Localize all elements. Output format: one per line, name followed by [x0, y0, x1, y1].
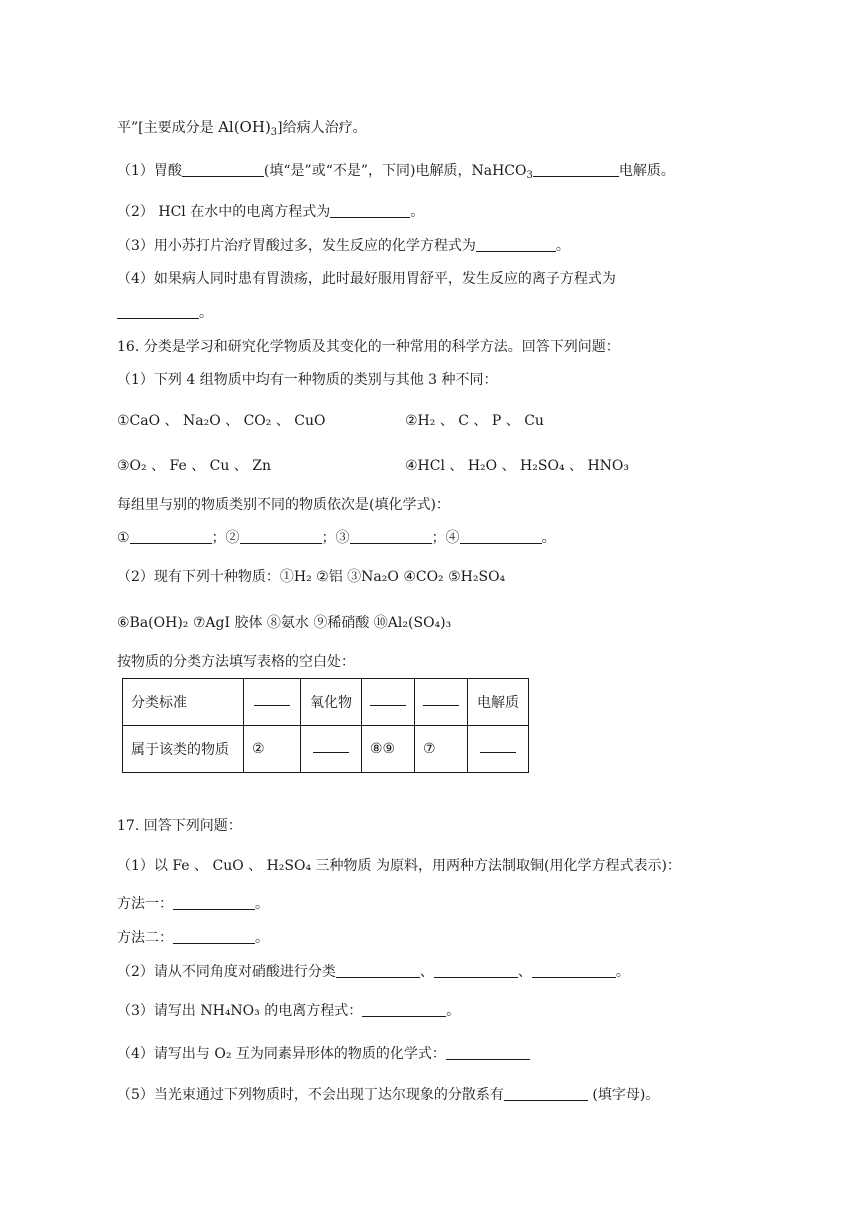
table-cell: 电解质 — [468, 679, 529, 726]
q16-title: 16. 分类是学习和研究化学物质及其变化的一种常用的科学方法。回答下列问题： — [117, 339, 620, 355]
answer-blank[interactable] — [173, 929, 255, 944]
text: ；② — [211, 530, 240, 546]
q17-part3 — [117, 1000, 460, 1022]
answer-blank[interactable] — [130, 529, 212, 544]
answer-blank[interactable] — [532, 963, 616, 978]
q17-method1 — [117, 893, 269, 915]
q17-method2 — [117, 927, 269, 949]
text: 。 — [541, 530, 556, 546]
table-cell-blank[interactable] — [244, 679, 301, 726]
q15-part3 — [117, 235, 570, 257]
q17-part2 — [117, 961, 630, 983]
answer-blank[interactable] — [446, 1045, 530, 1060]
table-cell: ② — [244, 726, 301, 773]
table-cell: 分类标准 — [123, 679, 244, 726]
q17-part5 — [117, 1084, 659, 1106]
formula: Al(OH) — [218, 118, 271, 136]
q15-part1 — [117, 160, 675, 182]
text: （5）当光束通过下列物质时，不会出现丁达尔现象的分散系有 — [117, 1087, 504, 1103]
table-intro: 按物质的分类方法填写表格的空白处： — [117, 654, 355, 670]
q16-answer-line — [117, 527, 556, 549]
answer-blank[interactable] — [533, 162, 619, 177]
table-row — [123, 679, 529, 726]
q15-part4 — [117, 268, 616, 290]
answer-blank[interactable] — [182, 162, 264, 177]
text: 电解质。 — [618, 163, 675, 179]
q16-part2b: ⑥Ba(OH)₂ ⑦AgI 胶体 ⑧氨水 ⑨稀硝酸 ⑩Al₂(SO₄)₃ — [117, 615, 452, 631]
text: （2） HCl 在水中的电离方程式为 — [117, 204, 331, 220]
q17-part1: （1）以 Fe 、 CuO 、 H₂SO₄ 三种物质 为原料，用两种方法制取铜(用化学方程式表示)： — [117, 858, 681, 874]
table-cell-blank[interactable] — [468, 726, 529, 773]
text: （2）请从不同角度对硝酸进行分类 — [117, 964, 336, 980]
table-cell: 属于该类的物质 — [123, 726, 244, 773]
group-3: ③O₂ 、 Fe 、 Cu 、 Zn — [117, 458, 272, 474]
text: (填字母)。 — [587, 1087, 660, 1103]
subscript: 3 — [526, 170, 533, 181]
text: ；③ — [321, 530, 350, 546]
text: （3）用小苏打片治疗胃酸过多，发生反应的化学方程式为 — [117, 238, 476, 254]
answer-blank[interactable] — [117, 304, 199, 319]
answer-blank[interactable] — [330, 203, 410, 218]
answer-blank[interactable] — [173, 895, 255, 910]
q15-part2 — [117, 201, 424, 223]
subscript: 3 — [270, 127, 278, 138]
text: 方法二： — [117, 930, 173, 946]
table-cell: ⑦ — [415, 726, 468, 773]
table-cell-blank[interactable] — [362, 679, 415, 726]
text: 。 — [410, 204, 425, 220]
classification-table — [122, 678, 529, 773]
text: 。 — [255, 896, 269, 912]
text: 。 — [615, 964, 630, 980]
answer-blank[interactable] — [350, 529, 432, 544]
q16-part1: （1）下列 4 组物质中均有一种物质的类别与其他 3 种不同： — [117, 372, 498, 388]
text: （4）请写出与 O₂ 互为同素异形体的物质的化学式： — [117, 1046, 446, 1062]
table-cell: 氧化物 — [301, 679, 362, 726]
text: 、 — [419, 964, 434, 980]
text: ① — [117, 530, 130, 546]
text: ]给病人治疗。 — [277, 120, 367, 136]
answer-blank[interactable] — [460, 529, 542, 544]
q17-title: 17. 回答下列问题： — [117, 818, 242, 834]
answer-blank[interactable] — [336, 963, 420, 978]
text: （3）请写出 NH₄NO₃ 的电离方程式： — [117, 1003, 363, 1019]
continuation-line — [117, 116, 367, 139]
answer-blank[interactable] — [504, 1086, 588, 1101]
group-4: ④HCl 、 H₂O 、 H₂SO₄ 、 HNO₃ — [405, 458, 629, 474]
group-2: ②H₂ 、 C 、 P 、 Cu — [405, 413, 544, 429]
text: 方法一： — [117, 896, 173, 912]
answer-blank[interactable] — [240, 529, 322, 544]
text: 。 — [555, 238, 570, 254]
text: (填“是”或“不是”，下同)电解质，NaHCO — [263, 163, 527, 179]
table-row — [123, 726, 529, 773]
text: 。 — [199, 305, 213, 321]
answer-blank[interactable] — [434, 963, 518, 978]
text: 、 — [517, 964, 532, 980]
q15-part4-answer — [117, 302, 213, 324]
answer-blank[interactable] — [476, 237, 556, 252]
q16-part2: （2）现有下列十种物质：①H₂ ②铝 ③Na₂O ④CO₂ ⑤H₂SO₄ — [117, 569, 506, 585]
text: 平”[主要成分是 — [117, 120, 219, 136]
text: 。 — [446, 1003, 461, 1019]
text: （4）如果病人同时患有胃溃疡，此时最好服用胃舒平，发生反应的离子方程式为 — [117, 271, 616, 287]
text: 。 — [255, 930, 269, 946]
table-cell: ⑧⑨ — [362, 726, 415, 773]
table-cell-blank[interactable] — [415, 679, 468, 726]
text: ；④ — [431, 530, 460, 546]
table-cell-blank[interactable] — [301, 726, 362, 773]
q17-part4 — [117, 1043, 530, 1065]
answer-blank[interactable] — [362, 1002, 446, 1017]
text: （1）胃酸 — [117, 163, 182, 179]
q16-prompt: 每组里与别的物质类别不同的物质依次是(填化学式)： — [117, 497, 450, 513]
group-1: ①CaO 、 Na₂O 、 CO₂ 、 CuO — [117, 413, 326, 429]
